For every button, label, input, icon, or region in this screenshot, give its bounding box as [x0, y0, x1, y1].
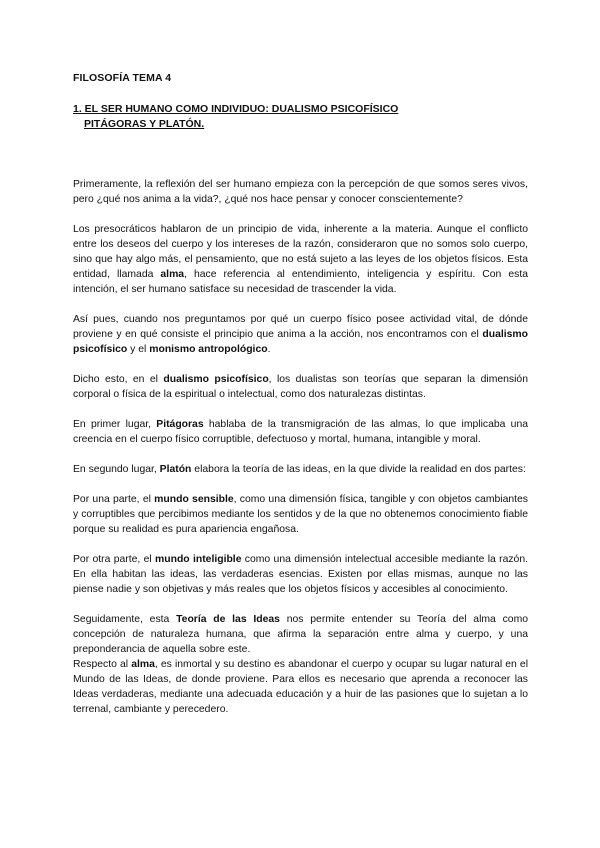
- paragraph-mundo-inteligible: Por otra parte, el mundo inteligible como una dimensión intelectual accesible mediante la razón. En ella habitan las ideas, las verdaderas esencias. Existen por ellas mismas, aunque no las piense nadie y son objetivas y más reales que los objetos físicos y accesibles al conocimiento.: [73, 554, 528, 595]
- section-heading-line2: PITÁGORAS Y PLATÓN.: [84, 118, 205, 130]
- term-platon: Platón: [159, 464, 192, 475]
- term-pitagoras: Pitágoras: [156, 419, 204, 430]
- paragraph-pitagoras: En primer lugar, Pitágoras hablaba de la transmigración de las almas, lo que implicaba una creencia en el cuerpo físico corruptible, defectuoso y mortal, humana, intangible y moral.: [73, 419, 529, 445]
- paragraph-asi-pues: Así pues, cuando nos preguntamos por qué un cuerpo físico posee actividad vital, de dónde proviene y en qué consiste el principio que anima a la acción, nos encontramos con el dualismo psicofísico y el monismo antropológico.: [73, 314, 528, 355]
- paragraph-teoria-ideas: Seguidamente, esta Teoría de las Ideas nos permite entender su Teoría del alma como concepción de naturaleza humana, que afirma la separación entre alma y cuerpo, y una preponderancia de aquella sobre este.: [73, 614, 529, 655]
- term-monismo: monismo antropológico: [149, 344, 268, 355]
- paragraph-intro: Primeramente, la reflexión del ser humano empieza con la percepción de que somos seres vivos, pero ¿qué nos anima a la vida?, ¿qué nos hace pensar y conocer conscientemente?: [73, 179, 528, 205]
- paragraph-presocraticos: Los presocráticos hablaron de un principio de vida, inherente a la materia. Aunque el conflicto entre los deseos del cuerpo y los intereses de la razón, consideraron que no somos solo cuerpo, sino que hay algo más, el pensamiento, que no está sujeto a las leyes de los objetos físicos. Esta entidad, llamada alma, hace referencia al entendimiento, inteligencia y espíritu. Con esta intención, el ser humano satisface su necesidad de trascender la vida.: [73, 224, 528, 295]
- paragraph-alma: Respecto al alma, es inmortal y su destino es abandonar el cuerpo y ocupar su lugar natural en el Mundo de las Ideas, de donde proviene. Para ellos es necesario que aprenda a reconocer las Ideas verdaderas, mediante una adecuada educación y a huir de las pasiones que lo sujetan a lo terrenal, cambiante y perecedero.: [73, 659, 528, 715]
- section-heading-line1: 1. EL SER HUMANO COMO INDIVIDUO: DUALISMO PSICOFÍSICO: [73, 103, 399, 115]
- term-alma-2: alma: [131, 659, 155, 670]
- term-mundo-sensible: mundo sensible: [154, 494, 234, 505]
- term-dualismo: dualismo psicofísico: [73, 329, 528, 355]
- paragraph-dualismo: Dicho esto, en el dualismo psicofísico, los dualistas son teorías que separan la dimensión corporal o física de la espiritual o intelectual, como dos naturalezas distintas.: [73, 374, 528, 400]
- paragraph-platon: En segundo lugar, Platón elabora la teoría de las ideas, en la que divide la realidad en dos partes:: [73, 464, 526, 475]
- document-title: FILOSOFÍA TEMA 4: [73, 72, 172, 84]
- term-dualismo-2: dualismo psicofísico: [163, 374, 269, 385]
- paragraph-mundo-sensible: Por una parte, el mundo sensible, como una dimensión física, tangible y con objetos cambiantes y corruptibles que percibimos mediante los sentidos y de la que no obtenemos conocimiento fiable porque su realidad es pura apariencia engañosa.: [73, 494, 528, 535]
- section-heading: [73, 102, 528, 132]
- term-alma: alma: [160, 269, 185, 280]
- term-mundo-inteligible: mundo inteligible: [155, 554, 242, 565]
- term-teoria-ideas: Teoría de las Ideas: [176, 614, 280, 625]
